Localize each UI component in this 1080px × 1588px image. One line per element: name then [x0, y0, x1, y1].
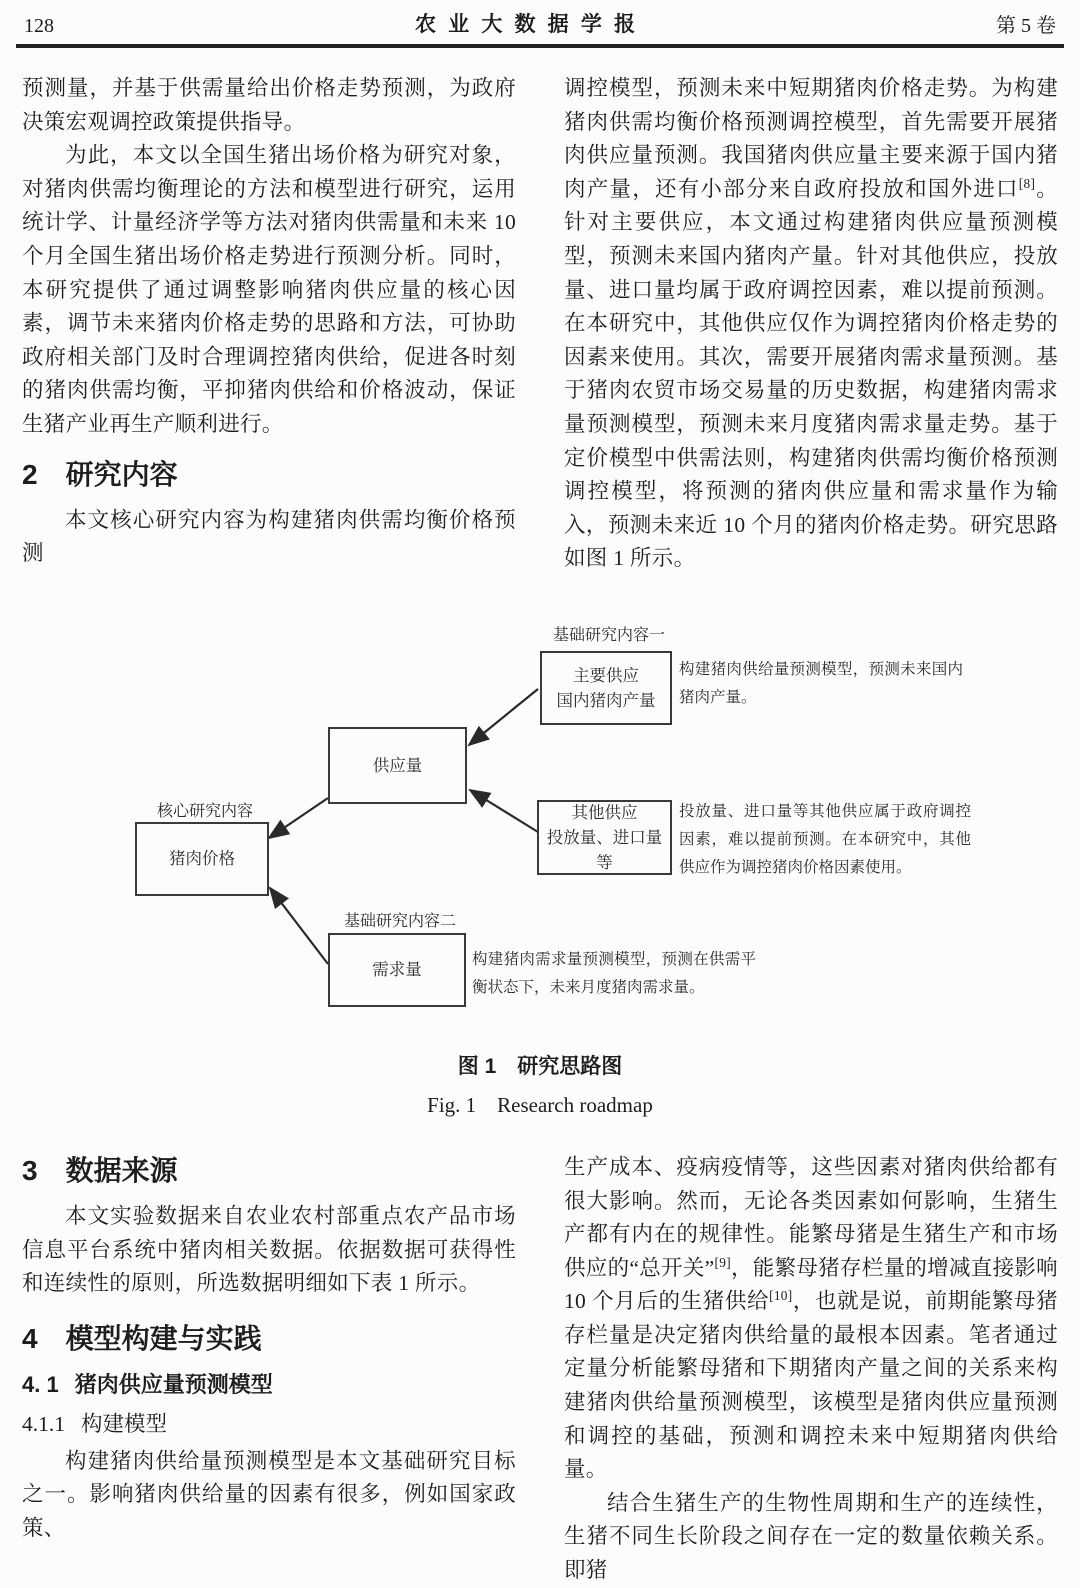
figure-box-text: 主要供应 — [573, 665, 639, 685]
text-segment: 生产成本、疫病疫情等，这些因素对猪肉供给都有很大影响。然而，无论各类因素如何影响，生猪生产都有内在的规律性。能繁母猪是生猪生产和市场供应的“总开关” — [564, 1154, 1058, 1280]
right-column — [564, 72, 1058, 576]
figure-label-core-content: 核心研究内容 — [156, 802, 253, 820]
arrow-main-supply-to-supply — [469, 689, 538, 745]
figure-box-text: 国内猪肉产量 — [556, 690, 656, 710]
page-number: 128 — [24, 15, 54, 37]
lower-columns — [0, 1119, 1080, 1588]
citation-ref: [9] — [714, 1254, 731, 1270]
section-number: 2 — [22, 458, 38, 490]
figure-box-demand — [328, 933, 466, 1007]
running-head — [0, 0, 1080, 42]
figure-caption-en: Fig. 1 Research roadmap — [427, 1092, 653, 1117]
paragraph — [564, 1151, 1058, 1487]
figure-box-text: 需求量 — [372, 960, 422, 980]
paragraph: 预测量，并基于供需量给出价格走势预测，为政府决策宏观调控政策提供指导。 — [22, 76, 516, 134]
section-title: 数据来源 — [65, 1154, 178, 1186]
text-segment: 。针对主要供应，本文通过构建猪肉供应量预测模型，预测未来国内猪肉产量。针对其他供应，投放量、进口量均属于政府调控因素，难以提前预测。在本研究中，其他供应仅作为调控猪肉价格走势的因素来使用。其次，需要开展猪肉需求量预测。基于猪肉农贸市场交易量的历史数据，构建猪肉需求量预测模型，预测未来月度猪肉需求量走势。基于定价模型中供需法则，构建猪肉供需均衡价格预测调控模型，将预测的猪肉供应量和需求量作为输入，预测未来近 10 个月的猪肉价格走势。研究思路如图 1 所示。 — [564, 176, 1058, 571]
paragraph: 本文实验数据来自农业农村部重点农产品市场信息平台系统中猪肉相关数据。依据数据可获得性和连续性的原则，所选数据明细如下表 1 所示。 — [22, 1203, 516, 1296]
figure-box-text: 投放量、进口量等 — [546, 827, 663, 872]
section-title: 模型构建与实践 — [65, 1322, 262, 1354]
arrow-other-supply-to-supply — [470, 790, 538, 832]
left-column — [22, 1151, 516, 1588]
paragraph: 为此，本文以全国生猪出场价格为研究对象，对猪肉供需均衡理论的方法和模型进行研究，运用统计学、计量经济学等方法对猪肉供需量和未来 10 个月全国生猪出场价格走势进行预测分析。同时，本研究提供了通过调整影响猪肉供应量的核心因素，调节未来猪肉价格走势的思路和方法，可协助政府相关部门及时合理调控猪肉供给，促进各时刻的猪肉供需均衡，平抑猪肉供给和价格波动，保证生猪产业再生产顺利进行。 — [22, 143, 516, 436]
section-number: 4 — [22, 1322, 38, 1354]
upper-columns — [0, 48, 1080, 576]
figure-roadmap — [20, 602, 1060, 1022]
figure-note-demand: 构建猪肉需求量预测模型，预测在供需平衡状态下，未来月度猪肉需求量。 — [472, 950, 756, 996]
figure-box-main-supply — [540, 651, 672, 725]
subsection-title: 猪肉供应量预测模型 — [74, 1371, 273, 1397]
text-segment: ，能繁母猪存栏量的增减直接影响 10 个月后的生猪供给 — [564, 1255, 1058, 1314]
section-heading-3 — [22, 1151, 516, 1191]
figure-note-supply: 构建猪肉供给量预测模型，预测未来国内猪肉产量。 — [679, 660, 963, 706]
subsection-heading-4-1-1 — [22, 1407, 516, 1441]
section-heading-2 — [22, 455, 516, 495]
text-segment: ，也就是说，前期能繁母猪存栏量是决定猪肉供给量的最根本因素。笔者通过定量分析能繁母猪和下期猪肉产量之间的关系来构建猪肉供给量预测模型，该模型是猪肉供应量预测和调控的基础，预测和调控未来中短期猪肉供给量。 — [564, 1289, 1058, 1482]
text-segment: 调控模型，预测未来中短期猪肉价格走势。为构建猪肉供需均衡价格预测调控模型，首先需要开展猪肉供应量预测。我国猪肉供应量主要来源于国内猪肉产量，还有小部分来自政府投放和国外进口 — [564, 76, 1058, 201]
subsection-title: 构建模型 — [81, 1411, 168, 1436]
figure-note-other: 投放量、进口量等其他供应属于政府调控因素，难以提前预测。在本研究中，其他供应作为调控猪肉价格因素使用。 — [679, 802, 971, 876]
section-heading-4 — [22, 1319, 516, 1359]
citation-ref: [8] — [1018, 175, 1036, 191]
figure-label-basic-content-1: 基础研究内容一 — [552, 626, 665, 644]
right-column — [564, 1151, 1058, 1588]
figure-box-text: 其他供应 — [571, 802, 638, 822]
figure-box-supply — [328, 727, 467, 804]
section-number: 3 — [22, 1154, 38, 1186]
figure-box-text: 猪肉价格 — [169, 849, 235, 869]
paragraph: 本文核心研究内容为构建猪肉供需均衡价格预测 — [22, 507, 516, 566]
journal-title: 农业大数据学报 — [414, 13, 648, 36]
paragraph — [564, 72, 1058, 576]
citation-ref: [10] — [769, 1288, 793, 1304]
volume-label: 第 5 卷 — [996, 15, 1056, 37]
figure-caption-zh: 图 1 研究思路图 — [457, 1054, 623, 1078]
figure-box-text: 供应量 — [372, 755, 423, 775]
figure-box-other-supply — [537, 800, 672, 875]
section-title: 研究内容 — [65, 458, 178, 490]
paragraph: 结合生猪生产的生物性周期和生产的连续性，生猪不同生长阶段之间存在一定的数量依赖关系。即猪 — [564, 1490, 1058, 1583]
subsection-number: 4.1.1 — [22, 1411, 65, 1436]
left-column — [22, 72, 516, 576]
figure-label-basic-content-2: 基础研究内容二 — [343, 912, 456, 930]
subsection-heading-4-1 — [22, 1368, 516, 1402]
paragraph: 构建猪肉供给量预测模型是本文基础研究目标之一。影响猪肉供给量的因素有很多，例如国家政策、 — [22, 1448, 516, 1540]
subsection-number: 4. 1 — [22, 1371, 59, 1397]
figure-box-price — [135, 822, 269, 896]
